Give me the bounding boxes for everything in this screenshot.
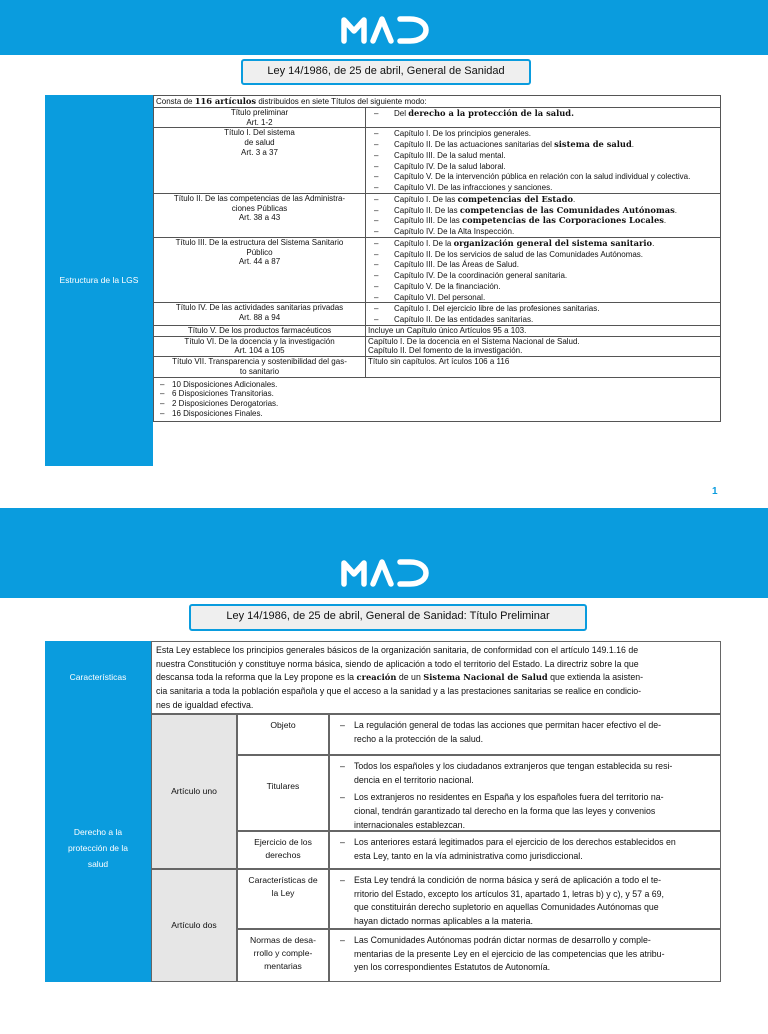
title-row <box>154 128 721 194</box>
mad-logo-2 <box>340 557 430 587</box>
content-item: – Las Comunidades Autónomas podrán dictar normas de desarrollo y comple- mentarias de la presente Ley en el ejercicio de las competencias que les atribu- yen los correspondientes Estatutos de Autonomía. <box>336 934 716 975</box>
chapter-item: – Capítulo I. De los principios generales. <box>368 128 718 139</box>
chapter-item: – Capítulo III. De las competencias de las Corporaciones Locales. <box>368 215 718 226</box>
row-label: Titulares <box>237 755 329 831</box>
row-content <box>329 869 721 929</box>
articulo-dos: Artículo dos <box>151 869 237 982</box>
row-label: Normas de desa- rrollo y comple- mentarias <box>237 929 329 982</box>
structure-table <box>153 95 721 422</box>
content-item: – Todos los españoles y los ciudadanos extranjeros que tengan establecida su resi- dencia en el territorio nacional. <box>336 760 716 787</box>
derecho-label: Derecho a la protección de la salud <box>45 714 151 982</box>
chapter-item: – Capítulo VI. De las infracciones y sanciones. <box>368 182 718 193</box>
title-description: Capítulo I. De la docencia en el Sistema Nacional de Salud. Capítulo II. Del fomento de la investigación. <box>366 336 721 357</box>
title-name: Título VI. De la docencia y la investigación Art. 104 a 105 <box>154 336 366 357</box>
page-title: Ley 14/1986, de 25 de abril, General de Sanidad <box>241 59 531 85</box>
title-row <box>154 237 721 303</box>
chapter-item: – Capítulo II. De los servicios de salud de las Comunidades Autónomas. <box>368 249 718 260</box>
row-label: Objeto <box>237 714 329 755</box>
website-link[interactable]: www.mad.es <box>26 1022 78 1032</box>
chapter-item: – Capítulo III. De la salud mental. <box>368 150 718 161</box>
title-row <box>154 193 721 237</box>
chapter-item: – Capítulo VI. Del personal. <box>368 292 718 303</box>
chapter-item: – Capítulo I. De la organización general del sistema sanitario. <box>368 238 718 249</box>
title-name: Título III. De la estructura del Sistema Sanitario Público Art. 44 a 87 <box>154 237 366 303</box>
chapter-list <box>366 128 721 194</box>
row-content <box>329 755 721 831</box>
chapter-item: – Capítulo V. De la intervención pública en relación con la salud individual y colectiva. <box>368 171 718 182</box>
title-row <box>154 336 721 357</box>
title-name: Título IV. De las actividades sanitarias privadas Art. 88 a 94 <box>154 303 366 326</box>
disposition-item: – 2 Disposiciones Derogatorias. <box>156 399 718 409</box>
chapter-item: – Capítulo III. De las Áreas de Salud. <box>368 259 718 270</box>
articulo-uno: Artículo uno <box>151 714 237 869</box>
title-name: Título II. De las competencias de las Administra- ciones Públicas Art. 38 a 43 <box>154 193 366 237</box>
content-item: – La regulación general de todas las acciones que permitan hacer efectivo el de- recho a la protección de la salud. <box>336 719 716 746</box>
title-row <box>154 107 721 128</box>
chapter-list <box>366 303 721 326</box>
intro-row: Consta de 116 artículos distribuidos en siete Títulos del siguiente modo: <box>154 96 721 108</box>
chapter-item: – Capítulo II. De las entidades sanitarias. <box>368 314 718 325</box>
title-name: Título preliminar Art. 1-2 <box>154 107 366 128</box>
chapter-item: – Capítulo I. De las competencias del Estado. <box>368 194 718 205</box>
title-description: Incluye un Capítulo único Artículos 95 a 103. <box>366 325 721 336</box>
structure-label: Estructura de la LGS <box>45 95 153 466</box>
page-title-2: Ley 14/1986, de 25 de abril, General de Sanidad: Título Preliminar <box>189 604 587 631</box>
chapter-item: – Capítulo II. De las actuaciones sanitarias del sistema de salud. <box>368 139 718 150</box>
disposition-item: – 6 Disposiciones Transitorias. <box>156 389 718 399</box>
row-content <box>329 831 721 869</box>
disposition-item: – 10 Disposiciones Adicionales. <box>156 380 718 390</box>
chapter-list <box>366 107 721 128</box>
title-row <box>154 325 721 336</box>
caracteristicas-text: Esta Ley establece los principios generales básicos de la organización sanitaria, de conformidad con el artículo 149.1.16 de nuestra Constitución y constituye norma básica, siendo de aplicación a todo el territorio del Estado. La directriz sobre la que descansa toda la reforma que la Ley propone es la creación de un Sistema Nacional de Salud que extienda la asisten- cia sanitaria a toda la población española y que el acceso a la sanidad y a las prestaciones sanitarias se realice en condicio- nes de igualdad efectiva. <box>151 641 721 714</box>
row-label: Ejercicio de los derechos <box>237 831 329 869</box>
content-item: – Los extranjeros no residentes en España y los españoles fuera del territorio na- cional, tendrán garantizado tal derecho en la forma que las leyes y convenios internacionales establezcan. <box>336 791 716 832</box>
page-number: 1 <box>712 486 718 497</box>
disposition-item: – 16 Disposiciones Finales. <box>156 409 718 419</box>
caracteristicas-label: Características <box>45 641 151 714</box>
header-band <box>0 0 768 55</box>
title-name: Título I. Del sistema de salud Art. 3 a 37 <box>154 128 366 194</box>
chapter-item: – Del derecho a la protección de la salud. <box>368 108 718 119</box>
row-content <box>329 929 721 982</box>
content-item: – Esta Ley tendrá la condición de norma básica y será de aplicación a todo el te- rritorio del Estado, excepto los artículos 31, apartado 1, letras b) y c), y 57 a 69, que constituirán derecho supletorio en aquellas Comunidades Autónomas que hayan dictado normas aplicables a la materia. <box>336 874 716 929</box>
chapter-item: – Capítulo V. De la financiación. <box>368 281 718 292</box>
title-description: Título sin capítulos. Art ículos 106 a 116 <box>366 357 721 378</box>
content-item: – Los anteriores estará legitimados para el ejercicio de los derechos establecidos en esta Ley, tanto en la vía administrativa como jurisdiccional. <box>336 836 716 863</box>
chapter-item: – Capítulo II. De las competencias de las Comunidades Autónomas. <box>368 205 718 216</box>
title-name: Título VII. Transparencia y sostenibilidad del gas- to sanitario <box>154 357 366 378</box>
chapter-item: – Capítulo IV. De la coordinación general sanitaria. <box>368 270 718 281</box>
row-label: Características de la Ley <box>237 869 329 929</box>
mad-logo <box>340 14 430 44</box>
title-row <box>154 303 721 326</box>
chapter-item: – Capítulo IV. De la Alta Inspección. <box>368 226 718 237</box>
chapter-list <box>366 237 721 303</box>
title-row <box>154 357 721 378</box>
chapter-list <box>366 193 721 237</box>
row-content <box>329 714 721 755</box>
title-name: Título V. De los productos farmacéuticos <box>154 325 366 336</box>
chapter-item: – Capítulo IV. De la salud laboral. <box>368 161 718 172</box>
dispositions-cell <box>154 377 721 421</box>
chapter-item: – Capítulo I. Del ejercicio libre de las profesiones sanitarias. <box>368 303 718 314</box>
